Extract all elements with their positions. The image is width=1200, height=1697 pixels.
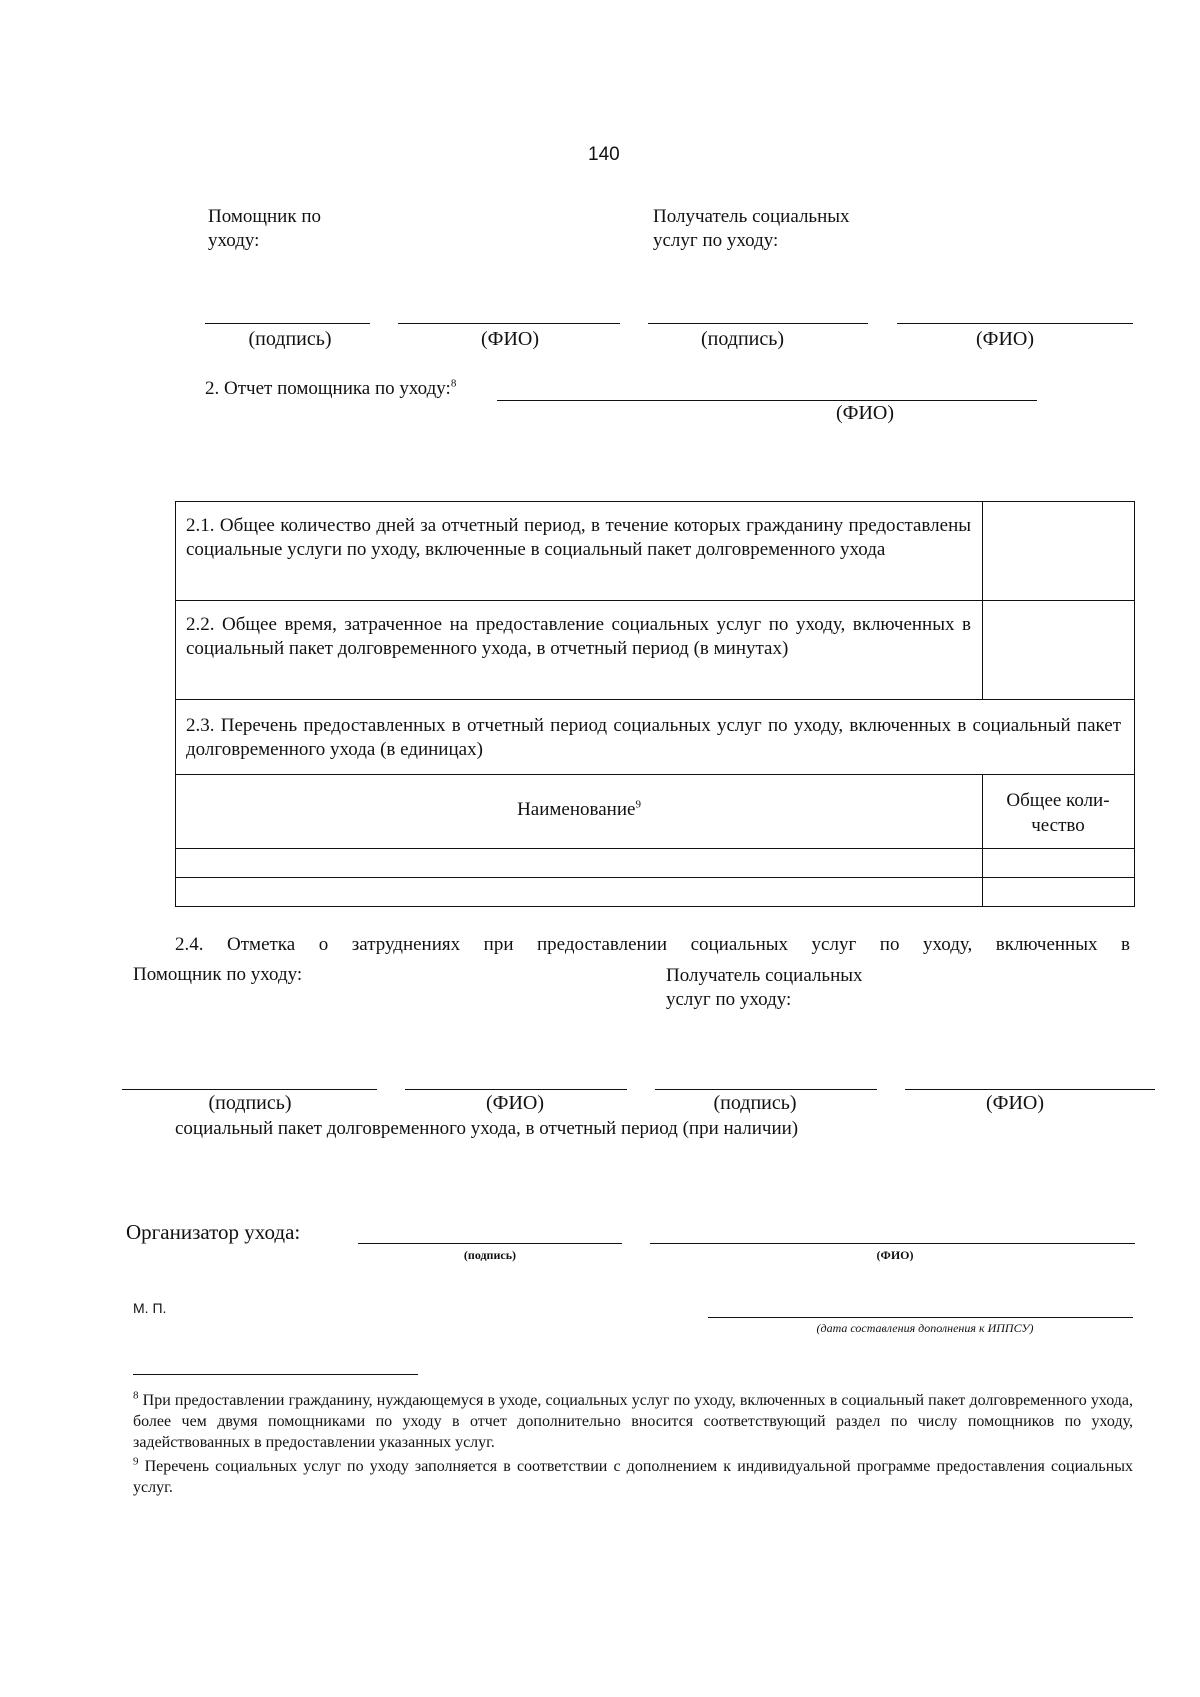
col-name-text: Наименование [517,799,636,820]
report-title-text: 2. Отчет помощника по уходу: [205,378,451,399]
recipient-label: Получатель социальных услуг по уходу: [653,206,850,251]
organizer-fio-line [650,1243,1135,1244]
table-row [176,878,1134,906]
col-total-line1: Общее коли- [1006,790,1110,811]
fio-caption: (ФИО) [975,328,1034,350]
table-row-2-1 [176,502,1134,601]
footnote-text: Перечень социальных услуг по уходу заполняется в соответствии с дополнением к индивидуальной программе предоставления социальных услуг. [133,1458,1134,1496]
report-fio-caption: (ФИО) [835,402,894,424]
row-2-1-text: 2.1. Общее количество дней за отчетный период, в течение которых гражданину предоставлены социальные услуги по уходу, включенные в социальный пакет долговременного ухода [186,515,971,560]
signature-caption: (подпись) [248,328,332,350]
fio-line [897,323,1133,324]
footnote-mark: 9 [133,1455,139,1468]
signature-caption: (подпись) [713,1092,797,1114]
signature-caption: (подпись) [700,328,785,350]
report-title [205,378,456,400]
organizer-signature-caption: (подпись) [463,1248,517,1262]
col-total-line2: чество [1031,815,1085,836]
footnote-9 [133,1456,1133,1498]
cell-divider [982,849,983,877]
col-total-header [984,788,1132,838]
date-line [708,1317,1133,1318]
date-caption: (дата составления дополнения к ИППСУ) [816,1321,1034,1335]
footnote-mark: 8 [450,377,457,390]
signature-line [648,323,868,324]
stamp-label: М. П. [133,1300,167,1316]
row-2-3-text: 2.3. Перечень предоставленных в отчетный период социальных услуг по уходу, включенных в социальный пакет долговременного ухода (в единицах) [186,715,1121,760]
cell-divider [982,502,983,600]
signature-caption: (подпись) [208,1092,292,1114]
section-2-4-text-start: 2.4. Отметка о затруднениях при предоставлении социальных услуг по уходу, включенных в [175,934,1130,955]
fio-line [398,323,620,324]
cell-divider [982,775,983,848]
page-number: 140 [588,144,620,165]
row-2-2-text: 2.2. Общее время, затраченное на предоставление социальных услуг по уходу, включенных в социальный пакет долговременного ухода, в отчетный период (в минутах) [186,614,971,659]
organizer-fio-caption: (ФИО) [876,1248,914,1262]
fio-line [905,1089,1155,1090]
assistant-label: Помощник по уходу: [208,206,321,251]
fio-caption: (ФИО) [485,1092,544,1114]
footnote-8 [133,1390,1133,1453]
signature-line [122,1089,377,1090]
table-row [176,849,1134,878]
table-row-2-3 [176,700,1134,775]
footnote-mark: 8 [133,1389,139,1402]
fio-line [405,1089,627,1090]
footnote-separator [133,1374,418,1375]
section-2-4-text-end: социальный пакет долговременного ухода, в отчетный период (при наличии) [175,1118,799,1139]
signature-line [655,1089,877,1090]
fio-caption: (ФИО) [985,1092,1044,1114]
report-table [175,501,1135,907]
assistant-label: Помощник по уходу: [133,964,303,985]
organizer-signature-line [358,1243,622,1244]
recipient-label: Получатель социальных услуг по уходу: [666,965,863,1010]
organizer-label: Организатор ухода: [126,1220,301,1244]
cell-divider [982,601,983,699]
report-fio-line [497,400,1037,401]
footnote-mark: 9 [635,798,641,811]
footnote-text: При предоставлении гражданину, нуждающемуся в уходе, социальных услуг по уходу, включенных в социальный пакет долговременного ухода, более чем двумя помощниками по уходу в отчет дополнительно вносится соответствующий раздел по числу помощников по уходу, задействованных в предоставлении указанных услуг. [133,1392,1134,1451]
table-row-2-2 [176,601,1134,700]
col-name-header [176,799,982,821]
fio-caption: (ФИО) [480,328,539,350]
signature-line [205,323,370,324]
cell-divider [982,878,983,906]
table-header-row [176,775,1134,849]
